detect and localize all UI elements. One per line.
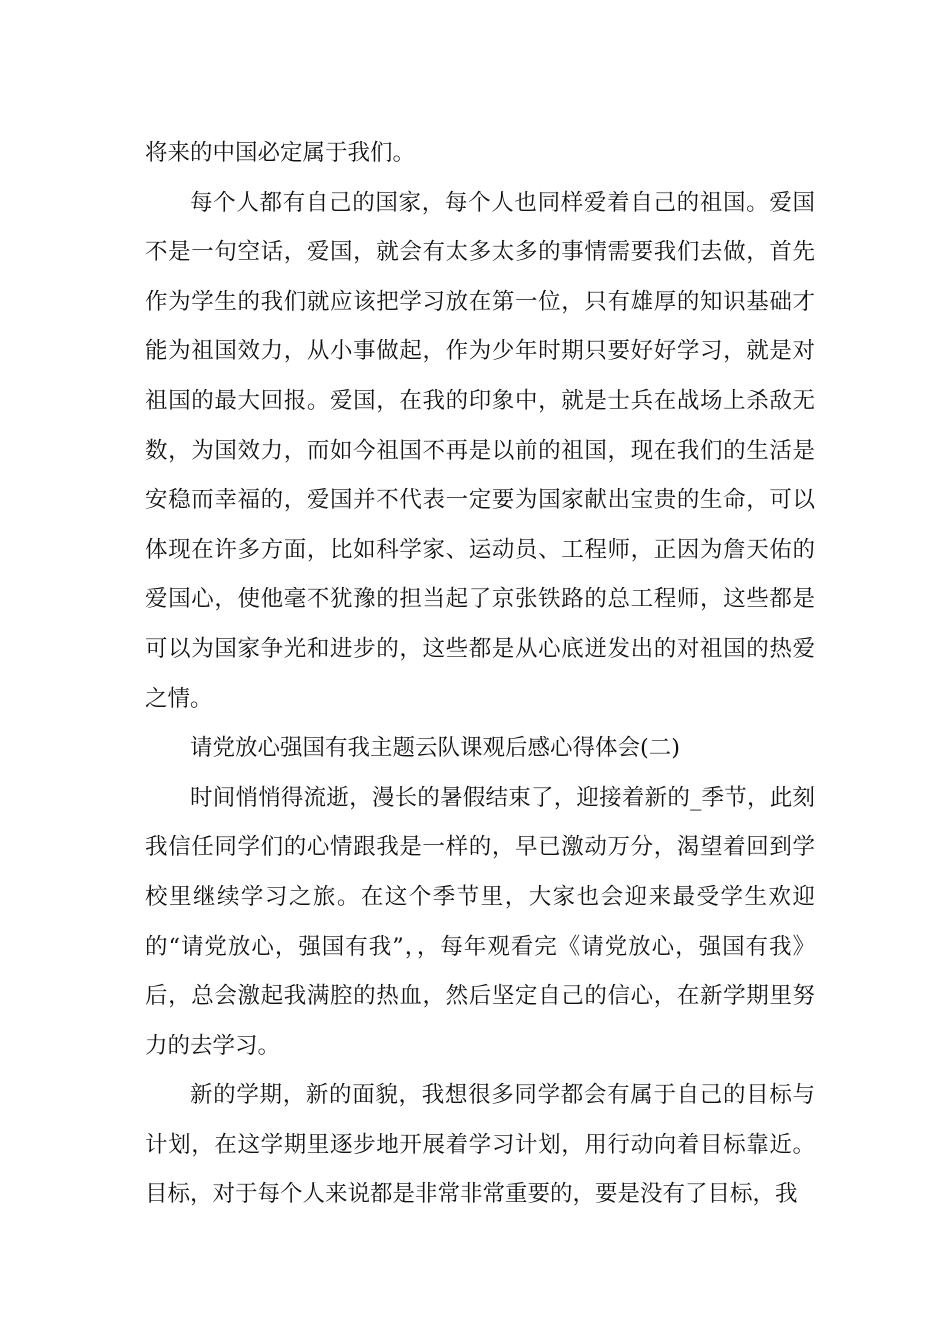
paragraph-new-term: 时间悄悄得流逝，漫长的暑假结束了，迎接着新的_季节，此刻我信任同学们的心情跟我是一样的，早已激动万分，渴望着回到学校里继续学习之旅。在这个季节里，大家也会迎来最受学生欢迎的“请党放心，强国有我”，，每年观看完《请党放心，强国有我》后，总会激起我满腔的热血，然后坚定自己的信心，在新学期里努力的去学习。	[145, 784, 815, 1059]
section-heading: 请党放心强国有我主题云队课观后感心得体会(二)	[190, 735, 681, 762]
paragraph-patriotism: 每个人都有自己的国家，每个人也同样爱着自己的祖国。爱国不是一句空话，爱国，就会有太多太多的事情需要我们去做，首先作为学生的我们就应该把学习放在第一位，只有雄厚的知识基础才能为祖国效力，从小事做起，作为少年时期只要好好学习，就是对祖国的最大回报。爱国，在我的印象中，就是士兵在战场上杀敌无数，为国效力，而如今祖国不再是以前的祖国，现在我们的生活是安稳而幸福的，爱国并不代表一定要为国家献出宝贵的生命，可以体现在许多方面，比如科学家、运动员、工程师，正因为詹天佑的爱国心，使他毫不犹豫的担当起了京张铁路的总工程师，这些都是可以为国家争光和进步的，这些都是从心底迸发出的对祖国的热爱之情。	[145, 189, 815, 712]
paragraph-goals: 新的学期，新的面貌，我想很多同学都会有属于自己的目标与计划，在这学期里逐步地开展着学习计划，用行动向着目标靠近。目标，对于每个人来说都是非常非常重要的，要是没有了目标，我	[145, 1082, 815, 1208]
body-text	[145, 129, 815, 1220]
paragraph-continuation: 将来的中国必定属于我们。	[145, 140, 416, 166]
